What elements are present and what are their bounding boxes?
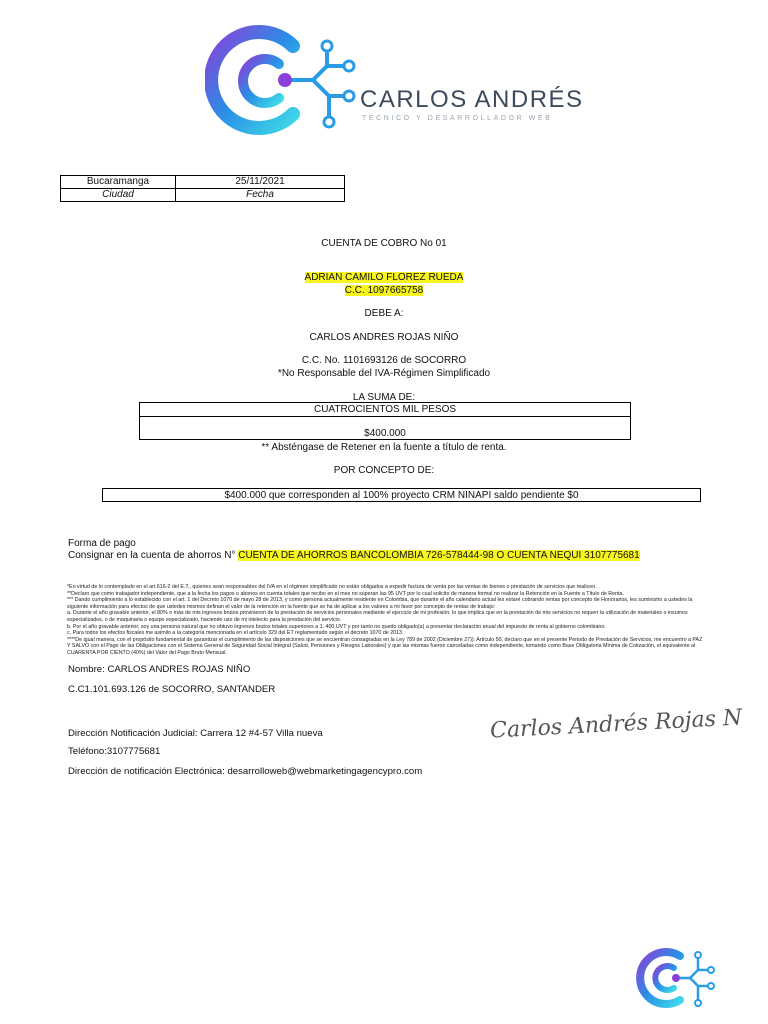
- amount-words: CUATROCIENTOS MIL PESOS: [140, 403, 630, 417]
- document-title: CUENTA DE COBRO No 01: [321, 238, 447, 249]
- signer-phone: Teléfono:3107775681: [68, 746, 161, 757]
- signer-email: Dirección de notificación Electrónica: desarrolloweb@webmarketingagencypro.com: [68, 766, 423, 777]
- creditor-id: C.C. No. 1101693126 de SOCORRO: [301, 355, 467, 366]
- date-value: 25/11/2021: [176, 176, 345, 189]
- amount-box: [139, 402, 631, 440]
- brand-subtitle: TECNICO Y DESARROLLADOR WEB: [362, 115, 553, 122]
- creditor-name: CARLOS ANDRES ROJAS NIÑO: [309, 332, 459, 343]
- legal-note: ****De igual manera, con el propósito fundamental de garantizar el cumplimiento de las disposiciones que se encuentran consagradas en la Ley 789 de 2002 (Diciembre 27)): Artículo 50, declaro que en el presente Periodo de Prestación de Servicios, me encuentro a PAZ Y SALVO con el Pago de las Obligaciones con el Sistema General de Seguridad Social Integral (Salud, Pensiones y Riesgos Laborales) y que las mismas fueron canceladas como independiente, tomando como Base Obligatoria Mínima de Cotización, el equivalente al CUARENTA POR CIENTO (40%) del Valor del Pago Bruto Mensual.: [67, 636, 703, 656]
- retention-note: ** Absténgase de Retener en la fuente a título de renta.: [261, 442, 507, 453]
- date-label: Fecha: [176, 189, 345, 202]
- payment-label: Forma de pago: [68, 538, 136, 549]
- sum-label: LA SUMA DE:: [352, 392, 416, 403]
- legal-note: **Declaro que como trabajador independiente, que a la fecha los pagos o abonos en cuenta totales que recibo en el mes no superan las 95 UVT por lo cual solicito de manera formal no realizar la Retención en la Fuente a Título de Renta.: [67, 590, 624, 597]
- legal-notes: [67, 584, 703, 657]
- city-value: Bucaramanga: [61, 176, 176, 189]
- legal-note: c. Para todos los efectos fiscales me asimilo a la categoría mencionada en el artículo 329 del ET reglamentado según el decreto 1070 de 2013.: [67, 630, 404, 637]
- signer-id: C.C1.101.693.126 de SOCORRO, SANTANDER: [68, 684, 276, 695]
- concept-label: POR CONCEPTO DE:: [333, 465, 435, 476]
- legal-note: *** Dando cumplimiento a lo establecido con el art. 1 del Decreto 1070 de mayo 28 de 2013, y como persona actualmente residente en Colombia, que durante el año calendario actual les estaré cobrando rentas por concepto de Honorarios, les suministro a ustedes la siguiente información para efectos de que ustedes mismos definan el valor de la retención en la fuente que se ha de aplicar a los valores a mi favor por concepto de rentas de trabajo:: [67, 597, 693, 610]
- legal-note: b. Por el año gravable anterior, soy una persona natural que no obtuvo ingresos brutos totales superiores a 1. 400 UVT y por tanto no quedo obligado(a) a presentar declaración anual del impuesto de renta al gobierno colombiano.: [67, 623, 606, 630]
- city-date-table: [60, 175, 345, 202]
- legal-note: *En virtud de lo contemplado en el art.616-2 del E.T., quienes sean responsables del IVA en el régimen simplificado no están obligados a expedir factura de venta por las ventas de bienes o prestación de servicios que realicen.: [67, 584, 597, 590]
- tax-regime: *No Responsable del IVA-Régimen Simplificado: [277, 368, 491, 379]
- legal-note: a. Durante el año gravable anterior, el 80% o más de mis ingresos brutos provinieron de la prestación de servicios personales mediante el ejercicio de mi profesión, lo que implica que en la prestación de mis servicios no requerí la utilización de materiales o insumos especializados, o de maquinaria o equipo especializado, haciendo uso de mi intelecto para la prestación del servicio.: [67, 610, 688, 623]
- owes-label: DEBE A:: [364, 308, 404, 319]
- signer-name: Nombre: CARLOS ANDRES ROJAS NIÑO: [68, 664, 251, 675]
- concept-box: $400.000 que corresponden al 100% proyecto CRM NINAPI saldo pendiente $0: [102, 488, 701, 502]
- footer-logo-icon: [636, 944, 716, 1012]
- city-label: Ciudad: [61, 189, 176, 202]
- payment-accounts: CUENTA DE AHORROS BANCOLOMBIA 726-578444-98 O CUENTA NEQUI 3107775681: [238, 550, 640, 561]
- debtor-id: C.C. 1097665758: [344, 285, 424, 296]
- signature: Carlos Andrés Rojas N: [489, 705, 743, 744]
- brand-name: CARLOS ANDRÉS: [360, 86, 584, 113]
- amount-value: $400.000: [364, 428, 406, 439]
- signer-address: Dirección Notificación Judicial: Carrera 12 #4-57 Villa nueva: [68, 728, 323, 739]
- payment-instruction: Consignar en la cuenta de ahorros N°: [68, 550, 236, 561]
- debtor-name: ADRIAN CAMILO FLOREZ RUEDA: [304, 272, 464, 283]
